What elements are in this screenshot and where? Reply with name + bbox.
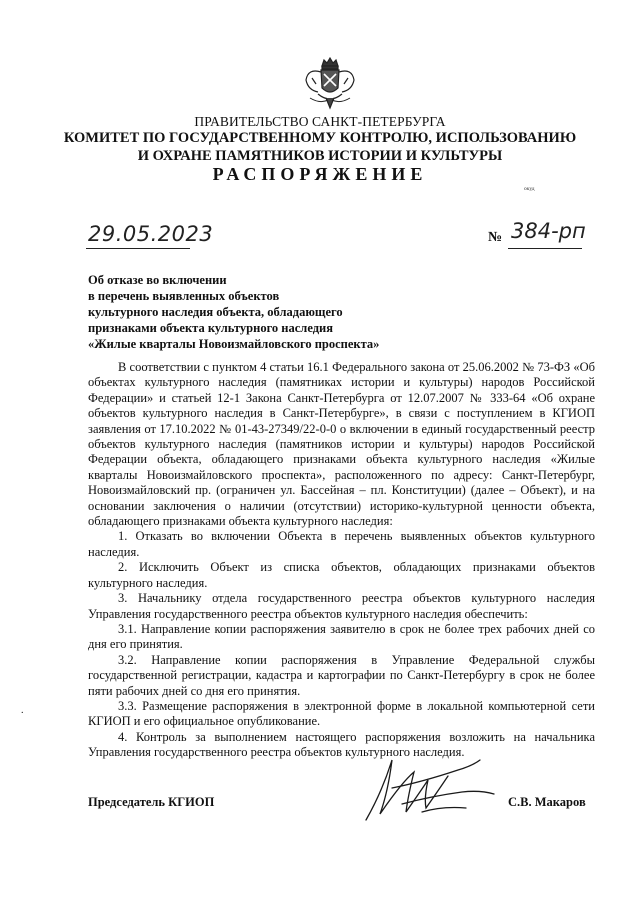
- subject-line: «Жилые кварталы Новоизмайловского проспекта»: [88, 337, 380, 351]
- subject-line: признаками объекта культурного наследия: [88, 321, 333, 335]
- number-underline: [508, 248, 582, 249]
- handwritten-signature: [362, 752, 498, 830]
- clause-3-1: 3.1. Направление копии распоряжения заявителю в срок не более трех рабочих дней со дня его принятия.: [88, 621, 595, 652]
- signatory-title: Председатель КГИОП: [88, 795, 215, 809]
- document-body: [88, 360, 595, 761]
- okud-label: окуд: [524, 186, 535, 192]
- clause-3-2: 3.2. Направление копии распоряжения в Управление Федеральной службы государственной регистрации, кадастра и картографии по Санкт-Петербургу в срок не более пяти рабочих дней со дня его принятия.: [88, 652, 595, 698]
- clause-3: 3. Начальнику отдела государственного реестра объектов культурного наследия Управления государственного реестра объектов культурного наследия обеспечить:: [88, 591, 595, 621]
- clause-3-3: 3.3. Размещение распоряжения в электронной форме в локальной компьютерной сети КГИОП и его официальное опубликование.: [88, 698, 595, 729]
- subject-line: Об отказе во включении: [88, 273, 227, 287]
- date-underline: [86, 248, 190, 249]
- document-type-title: РАСПОРЯЖЕНИЕ: [212, 164, 428, 184]
- coat-of-arms-emblem: [300, 54, 360, 114]
- government-name: ПРАВИТЕЛЬСТВО САНКТ-ПЕТЕРБУРГА: [194, 114, 446, 129]
- subject-line: культурного наследия объекта, обладающего: [88, 305, 343, 319]
- document-date: 29.05.2023: [88, 222, 214, 246]
- clause-4: 4. Контроль за выполнением настоящего распоряжения возложить на начальника Управления государственного реестра объектов культурного наследия.: [88, 729, 595, 760]
- subject-line: в перечень выявленных объектов: [88, 289, 280, 303]
- clause-2: 2. Исключить Объект из списка объектов, обладающих признаками объектов культурного наследия.: [88, 560, 595, 590]
- committee-name-line-2: И ОХРАНЕ ПАМЯТНИКОВ ИСТОРИИ И КУЛЬТУРЫ: [137, 148, 503, 164]
- margin-mark: .: [21, 705, 24, 716]
- committee-name-line-1: КОМИТЕТ ПО ГОСУДАРСТВЕННОМУ КОНТРОЛЮ, ИСПОЛЬЗОВАНИЮ: [63, 130, 577, 146]
- document-subject: [88, 272, 379, 352]
- document-number: 384-рп: [511, 219, 586, 243]
- preamble-paragraph: В соответствии с пунктом 4 статьи 16.1 Федерального закона от 25.06.2002 № 73-ФЗ «Об объектах культурного наследия (памятниках истории и культуры) народов Российской Федерации» и статьей 12-1 Закона Санкт-Петербурга от 12.07.2007 № 333-64 «Об охране объектов культурного наследия в Санкт-Петербурге», в связи с поступлением в КГИОП заявления от 17.10.2022 № 01-43-27349/22-0-0 о включении в единый государственный реестр объектов культурного наследия (памятников истории и культуры) народов Российской Федерации объекта, обладающего признаками объекта культурного наследия «Жилые кварталы Новоизмайловского проспекта», расположенного по адресу: Санкт-Петербург, Новоизмайловский пр. (ограничен ул. Бассейная – пл. Конституции) (далее – Объект), и на основании заключения о наличии (отсутствии) историко-культурной ценности объекта, обладающего признаками объекта культурного наследия:: [88, 360, 595, 529]
- clause-1: 1. Отказать во включении Объекта в перечень выявленных объектов культурного наследия.: [88, 529, 595, 559]
- number-sign: №: [488, 230, 503, 245]
- signatory-name: С.В. Макаров: [508, 795, 586, 809]
